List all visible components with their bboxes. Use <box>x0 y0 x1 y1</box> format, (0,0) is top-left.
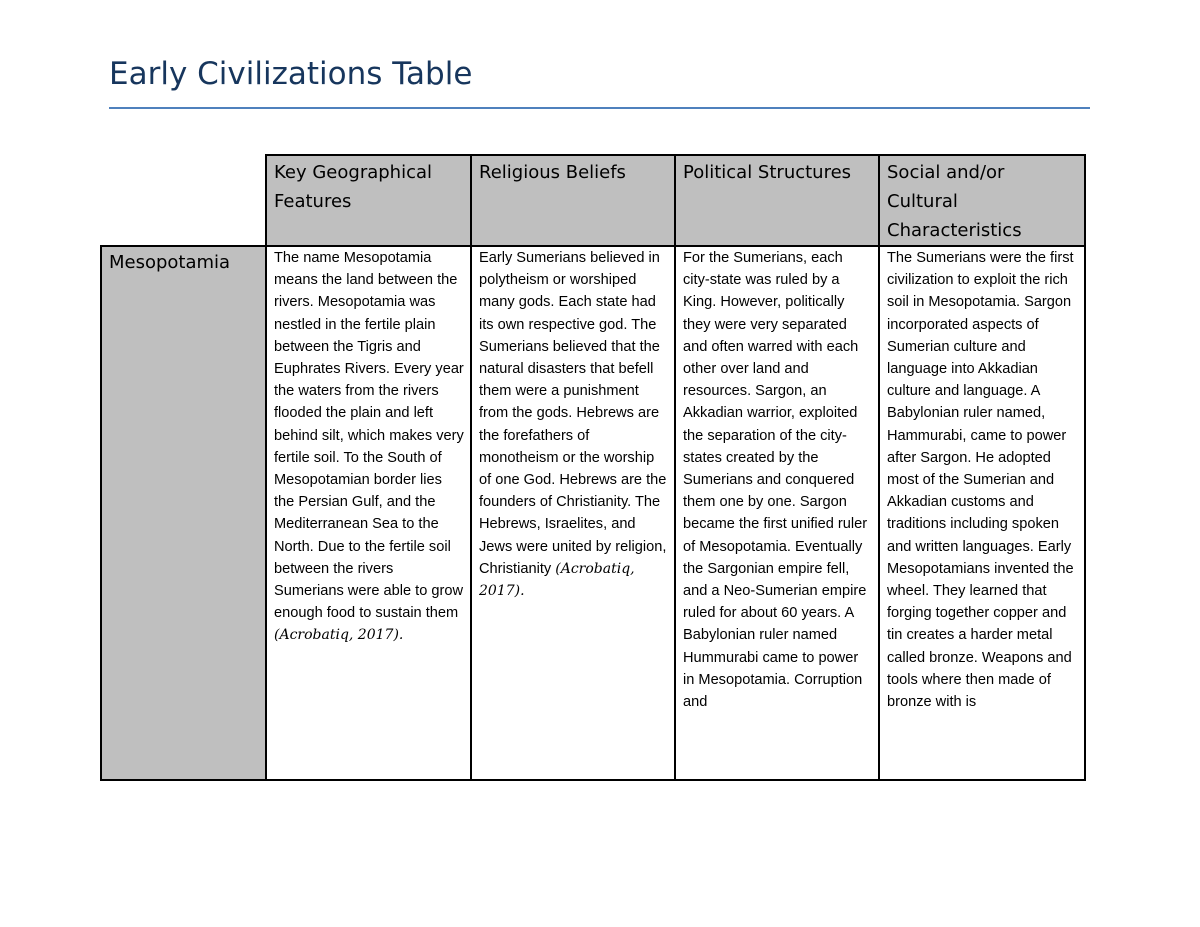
row-label-mesopotamia: Mesopotamia <box>101 246 266 780</box>
cell-geography <box>266 246 471 780</box>
header-geography: Key Geographical Features <box>266 155 471 246</box>
document-title: Early Civilizations Table <box>109 56 473 92</box>
cell-politics-text: For the Sumerians, each city-state was ruled by a King. However, politically they were very separated and often warred with each other over land and resources. Sargon, an Akkadian warrior, exploited the separation of the city-states created by the Sumerians and conquered them one by one. Sargon became the first unified ruler of Mesopotamia. Eventually the Sargonian empire fell, and a Neo-Sumerian empire ruled for about 60 years. A Babylonian ruler named Hummurabi came to power in Mesopotamia. Corruption and <box>683 250 868 711</box>
cell-social-text: The Sumerians were the first civilization to exploit the rich soil in Mesopotamia. Sargon incorporated aspects of Sumerian culture and language into Akkadian culture and language. A Babylonian ruler named, Hammurabi, came to power after Sargon. He adopted most of the Sumerian and Akkadian customs and traditions including spoken and written languages. Early Mesopotamians invented the wheel. They learned that forging together copper and tin creates a harder metal called bronze. Weapons and tools where then made of bronze with is <box>887 250 1074 711</box>
header-politics: Political Structures <box>675 155 879 246</box>
header-social: Social and/or Cultural Characteristics <box>879 155 1085 246</box>
citation-geography: (Acrobatiq, 2017). <box>274 627 404 644</box>
header-religion: Religious Beliefs <box>471 155 675 246</box>
table-header-row <box>101 155 1085 246</box>
cell-religion <box>471 246 675 780</box>
cell-politics <box>675 246 879 780</box>
table-row <box>101 246 1085 780</box>
civilizations-table <box>100 154 1086 781</box>
cell-geography-text: The name Mesopotamia means the land between the rivers. Mesopotamia was nestled in the fertile plain between the Tigris and Euphrates Rivers. Every year the waters from the rivers flooded the plain and left behind silt, which makes very fertile soil. To the South of Mesopotamian border lies the Persian Gulf, and the Mediterranean Sea to the North. Due to the fertile soil between the rivers Sumerians were able to grow enough food to sustain them <box>274 250 464 622</box>
table-corner-cell <box>101 155 266 246</box>
citation-religion: (Acrobatiq, 2017). <box>479 560 635 600</box>
title-underline <box>109 107 1090 109</box>
cell-religion-text: Early Sumerians believed in polytheism or worshiped many gods. Each state had its own respective god. The Sumerians believed that the natural disasters that befell them were a punishment from the gods. Hebrews are the forefathers of monotheism or the worship of one God. Hebrews are the founders of Christianity. The Hebrews, Israelites, and Jews were united by religion, Christianity <box>479 250 667 577</box>
cell-social <box>879 246 1085 780</box>
